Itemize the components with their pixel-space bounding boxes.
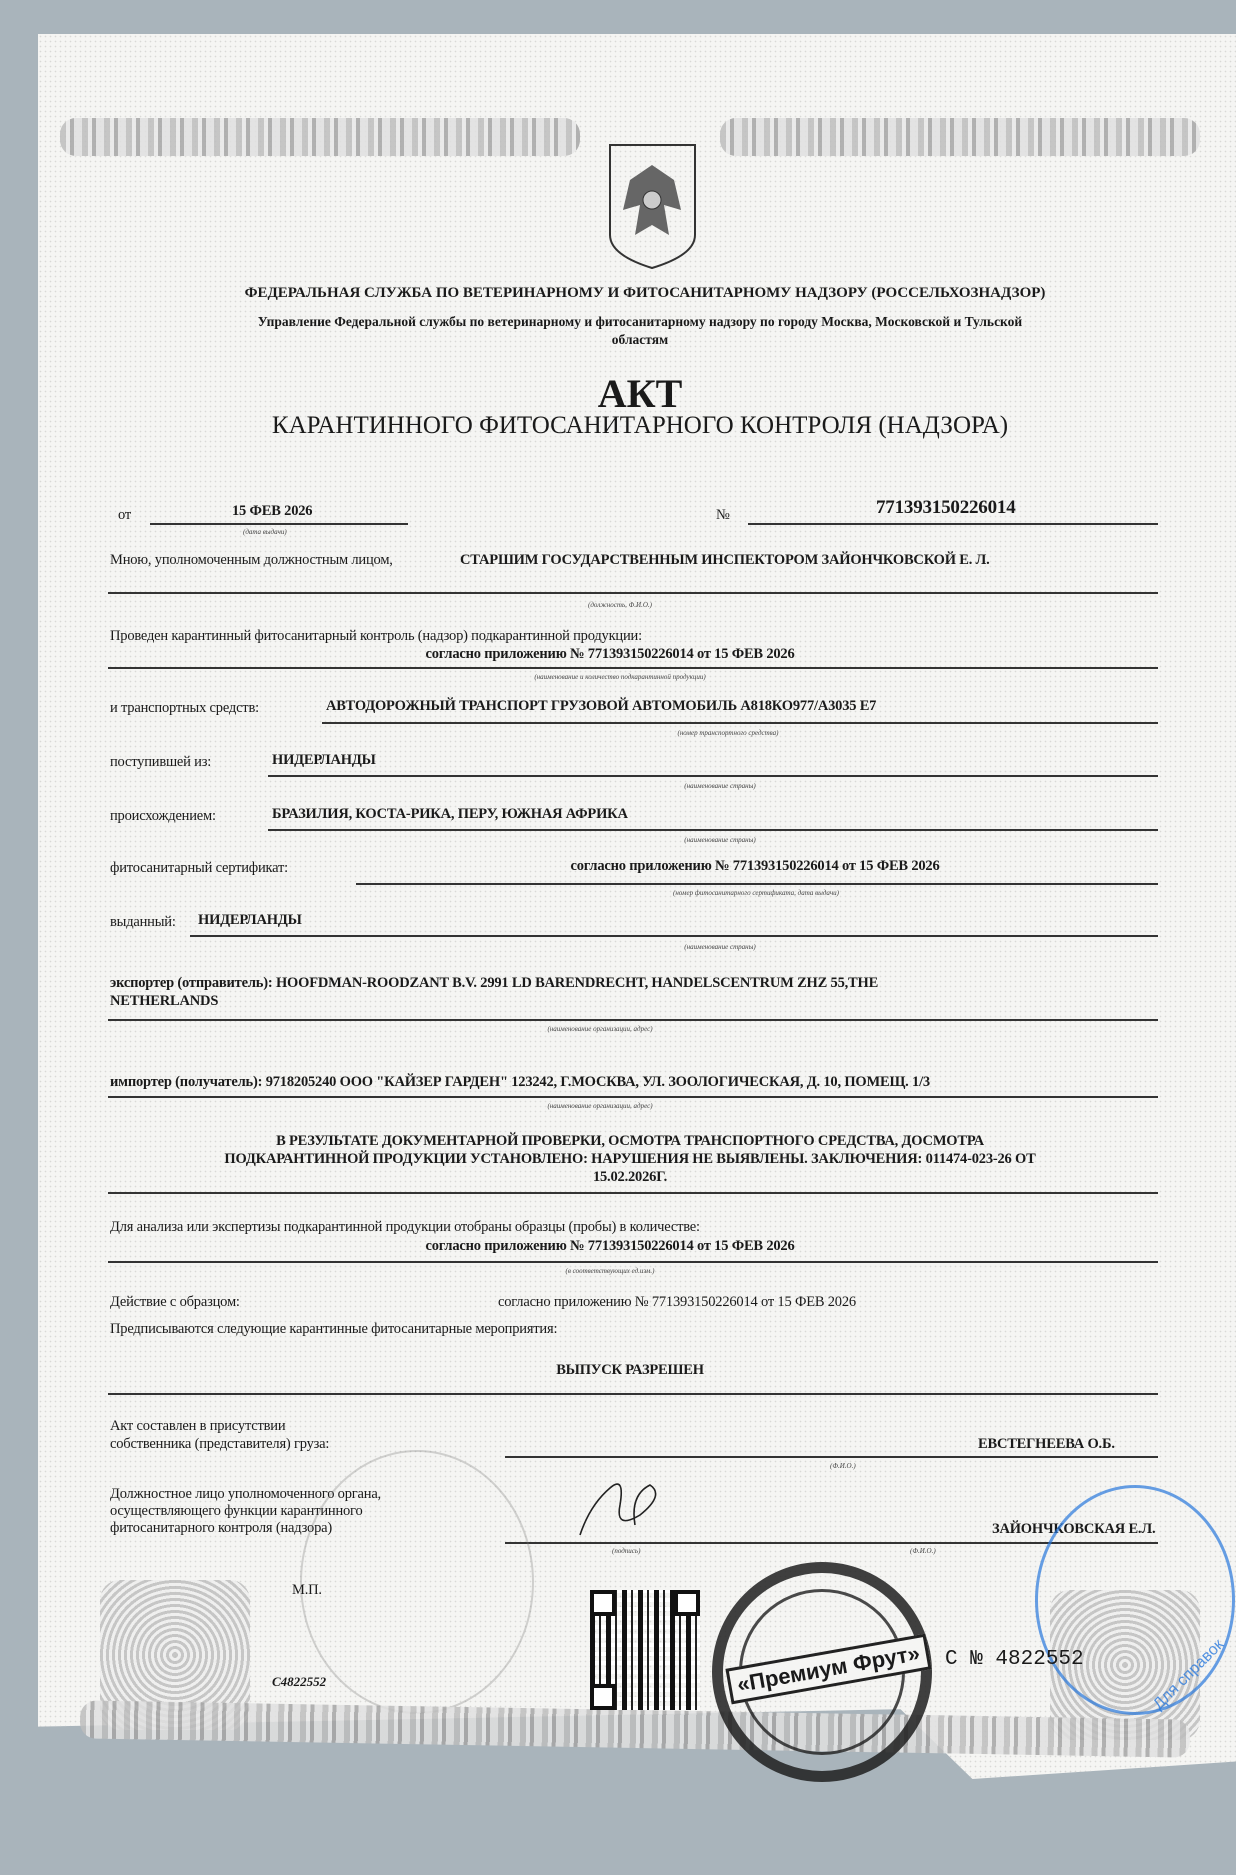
company-stamp-text: «Премиум Фрут» (725, 1634, 931, 1705)
from-country-label: поступившей из: (110, 754, 212, 770)
divider (108, 1261, 1158, 1263)
owner-hint: (Ф.И.О.) (830, 1462, 856, 1470)
qr-finder (590, 1684, 616, 1710)
divider (108, 1019, 1158, 1021)
divider (322, 722, 1158, 724)
exporter-hint: (наименование организации, адрес) (547, 1025, 653, 1033)
qr-finder (590, 1590, 616, 1616)
company-stamp (712, 1562, 932, 1782)
origin-label: происхождением: (110, 808, 216, 824)
owner-name: ЕВСТЕГНЕЕВА О.Б. (978, 1436, 1115, 1452)
importer-line (110, 1074, 930, 1091)
divider (108, 592, 1158, 594)
owner-label-line2: собственника (представителя) груза: (110, 1436, 330, 1452)
samples-value: согласно приложению № 771393150226014 от 15 ФЕВ 2026 (425, 1238, 795, 1254)
issued-value: НИДЕРЛАНДЫ (198, 912, 302, 928)
department-line2: областям (611, 332, 669, 347)
result-line1: В РЕЗУЛЬТАТЕ ДОКУМЕНТАРНОЙ ПРОВЕРКИ, ОСМОТРА ТРАНСПОРТНОГО СРЕДСТВА, ДОСМОТРА (276, 1133, 984, 1149)
official-sign-label1: Должностное лицо уполномоченного органа, (110, 1486, 381, 1502)
official-label: Мною, уполномоченным должностным лицом, (110, 552, 393, 568)
divider (108, 667, 1158, 669)
result-line2: ПОДКАРАНТИННОЙ ПРОДУКЦИИ УСТАНОВЛЕНО: НАРУШЕНИЯ НЕ ВЫЯВЛЕНЫ. ЗАКЛЮЧЕНИЯ: 011474-023-26 ОТ (224, 1151, 1036, 1167)
issued-label: выданный: (110, 914, 176, 930)
blue-stamp-text: Для справок (1150, 1636, 1228, 1714)
exporter-line (110, 975, 878, 992)
importer-value: 9718205240 ООО "КАЙЗЕР ГАРДЕН" 123242, Г.МОСКВА, УЛ. ЗООЛОГИЧЕСКАЯ, Д. 10, ПОМЕЩ. 1/3 (265, 1074, 930, 1090)
importer-hint: (наименование организации, адрес) (547, 1102, 653, 1110)
issue-date: 15 ФЕВ 2026 (232, 503, 313, 519)
faded-official-seal (300, 1450, 534, 1714)
act-number: 771393150226014 (876, 497, 1016, 518)
origin-hint: (наименование страны) (684, 836, 756, 844)
qr-finder (674, 1590, 700, 1616)
transport-label: и транспортных средств: (110, 700, 259, 716)
official-name: ЗАЙОНЧКОВСКАЯ Е.Л. (992, 1521, 1156, 1537)
date-label: от (118, 507, 131, 523)
divider (190, 935, 1158, 937)
origin-value: БРАЗИЛИЯ, КОСТА-РИКА, ПЕРУ, ЮЖНАЯ АФРИКА (272, 806, 628, 822)
date-hint: (дата выдачи) (243, 528, 287, 536)
importer-label: импортер (получатель): (110, 1074, 263, 1090)
transport-hint: (номер транспортного средства) (677, 729, 779, 737)
date-underline (150, 523, 408, 525)
divider (268, 829, 1158, 831)
document-subtitle: КАРАНТИННОГО ФИТОСАНИТАРНОГО КОНТРОЛЯ (НАДЗОРА) (271, 412, 1009, 439)
seal-place-label: М.П. (292, 1582, 322, 1598)
cert-label: фитосанитарный сертификат: (110, 860, 288, 876)
official-value: СТАРШИМ ГОСУДАРСТВЕННЫМ ИНСПЕКТОРОМ ЗАЙОНЧКОВСКОЙ Е. Л. (460, 552, 990, 568)
divider (268, 775, 1158, 777)
blue-stamp (1035, 1485, 1235, 1715)
sample-action-label: Действие с образцом: (110, 1294, 240, 1310)
from-country-value: НИДЕРЛАНДЫ (272, 752, 376, 768)
document-title: АКТ (597, 371, 683, 416)
measures-label: Предписываются следующие карантинные фитосанитарные мероприятия: (110, 1321, 558, 1337)
handwritten-signature (570, 1470, 680, 1540)
transport-value: АВТОДОРОЖНЫЙ ТРАНСПОРТ ГРУЗОВОЙ АВТОМОБИЛЬ А818КО977/А3035 Е7 (326, 698, 877, 714)
exporter-label: экспортер (отправитель): (110, 975, 273, 991)
number-underline (748, 523, 1158, 525)
official-sign-label3: фитосанитарного контроля (надзора) (110, 1520, 333, 1536)
issued-hint: (наименование страны) (684, 943, 756, 951)
top-ornament-right (720, 118, 1200, 156)
samples-hint: (в соответствующих ед.изм.) (565, 1267, 655, 1275)
top-ornament-left (60, 118, 580, 156)
divider (108, 1393, 1158, 1395)
control-value: согласно приложению № 771393150226014 от 15 ФЕВ 2026 (425, 646, 795, 662)
sample-action-value: согласно приложению № 771393150226014 от 15 ФЕВ 2026 (498, 1294, 856, 1310)
blank-number: С № 4822552 (945, 1648, 1084, 1671)
cert-value: согласно приложению № 771393150226014 от 15 ФЕВ 2026 (570, 858, 940, 874)
qr-code[interactable] (590, 1590, 700, 1710)
agency-title: ФЕДЕРАЛЬНАЯ СЛУЖБА ПО ВЕТЕРИНАРНОМУ И ФИТОСАНИТАРНОМУ НАДЗОРУ (РОССЕЛЬХОЗНАДЗОР) (244, 285, 1046, 301)
divider (108, 1192, 1158, 1194)
official-hint: (должность, Ф.И.О.) (588, 601, 652, 609)
from-country-hint: (наименование страны) (684, 782, 756, 790)
samples-label: Для анализа или экспертизы подкарантинной продукции отобраны образцы (пробы) в количестве: (110, 1219, 700, 1235)
coat-of-arms-emblem (605, 140, 700, 270)
exporter-value: HOOFDMAN-ROODZANT B.V. 2991 LD BARENDRECHT, HANDELSCENTRUM ZHZ 55,THE (275, 975, 879, 991)
owner-underline (505, 1456, 1158, 1458)
control-label: Проведен карантинный фитосанитарный контроль (надзор) подкарантинной продукции: (110, 628, 642, 644)
control-hint: (наименование и количество подкарантинной продукции) (534, 673, 706, 681)
department-line1: Управление Федеральной службы по ветеринарному и фитосанитарному надзору по городу Москва, Московской и Тульской (257, 314, 1023, 329)
name-hint: (Ф.И.О.) (910, 1547, 936, 1555)
result-line3: 15.02.2026Г. (592, 1169, 668, 1185)
exporter-value-line2: NETHERLANDS (110, 993, 219, 1009)
divider (356, 883, 1158, 885)
number-label: № (716, 507, 730, 523)
divider (108, 1096, 1158, 1098)
signature-hint: (подпись) (612, 1547, 641, 1555)
cert-hint: (номер фитосанитарного сертификата, дата выдачи) (672, 889, 840, 897)
official-sign-label2: осуществляющего функции карантинного (110, 1503, 363, 1519)
measures-value: ВЫПУСК РАЗРЕШЕН (556, 1362, 704, 1378)
owner-label-line1: Акт составлен в присутствии (110, 1418, 286, 1434)
form-serial: С4822552 (272, 1674, 327, 1689)
